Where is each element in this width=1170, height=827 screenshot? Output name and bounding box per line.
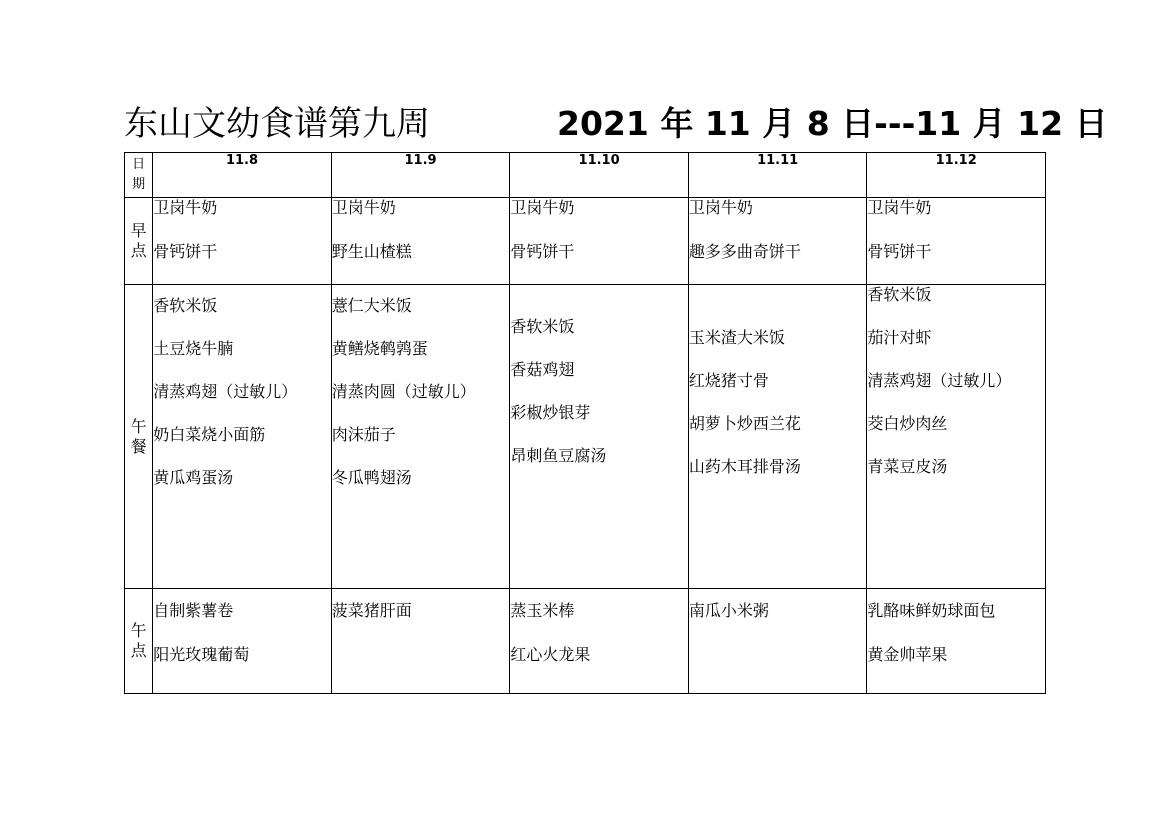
breakfast-cell — [688, 198, 867, 285]
menu-item: 乳酪味鲜奶球面包 — [867, 601, 996, 620]
menu-item: 阳光玫瑰葡萄 — [153, 645, 250, 664]
menu-item: 菠菜猪肝面 — [331, 601, 412, 620]
menu-item: 清蒸鸡翅（过敏儿） — [867, 371, 1012, 390]
label-char: 午 — [130, 416, 147, 436]
row-label-snack — [125, 589, 153, 694]
menu-item: 黄鳝烧鹌鹑蛋 — [331, 339, 428, 358]
label-char: 午 — [130, 621, 147, 640]
label-char: 期 — [132, 177, 146, 192]
menu-item: 肉沫茄子 — [331, 425, 396, 444]
menu-item: 山药木耳排骨汤 — [688, 457, 801, 476]
menu-item: 骨钙饼干 — [510, 242, 575, 261]
snack-cell — [331, 589, 510, 694]
menu-item: 香软米饭 — [510, 317, 575, 336]
menu-item: 奶白菜烧小面筋 — [153, 425, 266, 444]
menu-item: 青菜豆皮汤 — [867, 457, 948, 476]
row-label-lunch — [125, 285, 153, 589]
label-char: 早 — [130, 221, 147, 240]
breakfast-cell — [867, 198, 1046, 285]
snack-cell — [867, 589, 1046, 694]
lunch-row — [125, 285, 1046, 589]
day-header: 11.12 — [867, 153, 1046, 198]
lunch-cell — [153, 285, 332, 589]
breakfast-row — [125, 198, 1046, 285]
menu-item: 香软米饭 — [867, 285, 932, 304]
menu-item: 清蒸肉圆（过敏儿） — [331, 382, 476, 401]
menu-item: 趣多多曲奇饼干 — [688, 242, 801, 261]
lunch-cell — [688, 285, 867, 589]
label-char: 餐 — [130, 436, 147, 456]
menu-item: 冬瓜鸭翅汤 — [331, 468, 412, 487]
label-char: 日 — [132, 157, 146, 172]
menu-item: 红烧猪寸骨 — [688, 371, 769, 390]
row-label-date — [125, 153, 153, 198]
date-range: 2021 年 11 月 8 日---11 月 12 日 — [557, 104, 1108, 143]
menu-item: 自制紫薯卷 — [153, 601, 234, 620]
menu-item: 茄汁对虾 — [867, 328, 932, 347]
snack-cell — [688, 589, 867, 694]
menu-item: 黄瓜鸡蛋汤 — [153, 468, 234, 487]
menu-item: 胡萝卜炒西兰花 — [688, 414, 801, 433]
day-header: 11.10 — [510, 153, 689, 198]
menu-item: 蒸玉米棒 — [510, 601, 575, 620]
menu-item: 香菇鸡翅 — [510, 360, 575, 379]
breakfast-cell — [510, 198, 689, 285]
menu-item: 玉米渣大米饭 — [688, 328, 785, 347]
menu-item: 香软米饭 — [153, 296, 218, 315]
menu-item: 南瓜小米粥 — [688, 601, 769, 620]
menu-item: 茭白炒肉丝 — [867, 414, 948, 433]
lunch-cell — [331, 285, 510, 589]
weekly-menu-table — [124, 152, 1046, 694]
menu-title: 东山文幼食谱第九周 — [124, 104, 430, 144]
menu-item: 土豆烧牛腩 — [153, 339, 234, 358]
menu-item: 骨钙饼干 — [867, 242, 932, 261]
menu-item: 卫岗牛奶 — [688, 198, 753, 217]
date-header-row — [125, 153, 1046, 198]
day-header: 11.9 — [331, 153, 510, 198]
lunch-cell — [510, 285, 689, 589]
day-header: 11.11 — [688, 153, 867, 198]
menu-item: 黄金帅苹果 — [867, 645, 948, 664]
menu-item: 清蒸鸡翅（过敏儿） — [153, 382, 298, 401]
breakfast-cell — [331, 198, 510, 285]
lunch-cell — [867, 285, 1046, 589]
day-header: 11.8 — [153, 153, 332, 198]
menu-item: 野生山楂糕 — [331, 242, 412, 261]
snack-cell — [510, 589, 689, 694]
menu-item: 卫岗牛奶 — [510, 198, 575, 217]
snack-cell — [153, 589, 332, 694]
menu-item: 卫岗牛奶 — [153, 198, 218, 217]
menu-item: 昂刺鱼豆腐汤 — [510, 446, 607, 465]
snack-row — [125, 589, 1046, 694]
menu-item: 彩椒炒银芽 — [510, 403, 591, 422]
menu-item: 薏仁大米饭 — [331, 296, 412, 315]
breakfast-cell — [153, 198, 332, 285]
label-char: 点 — [130, 241, 147, 260]
menu-item: 红心火龙果 — [510, 645, 591, 664]
menu-item: 骨钙饼干 — [153, 242, 218, 261]
label-char: 点 — [130, 641, 147, 660]
menu-item: 卫岗牛奶 — [867, 198, 932, 217]
row-label-breakfast — [125, 198, 153, 285]
menu-item: 卫岗牛奶 — [331, 198, 396, 217]
